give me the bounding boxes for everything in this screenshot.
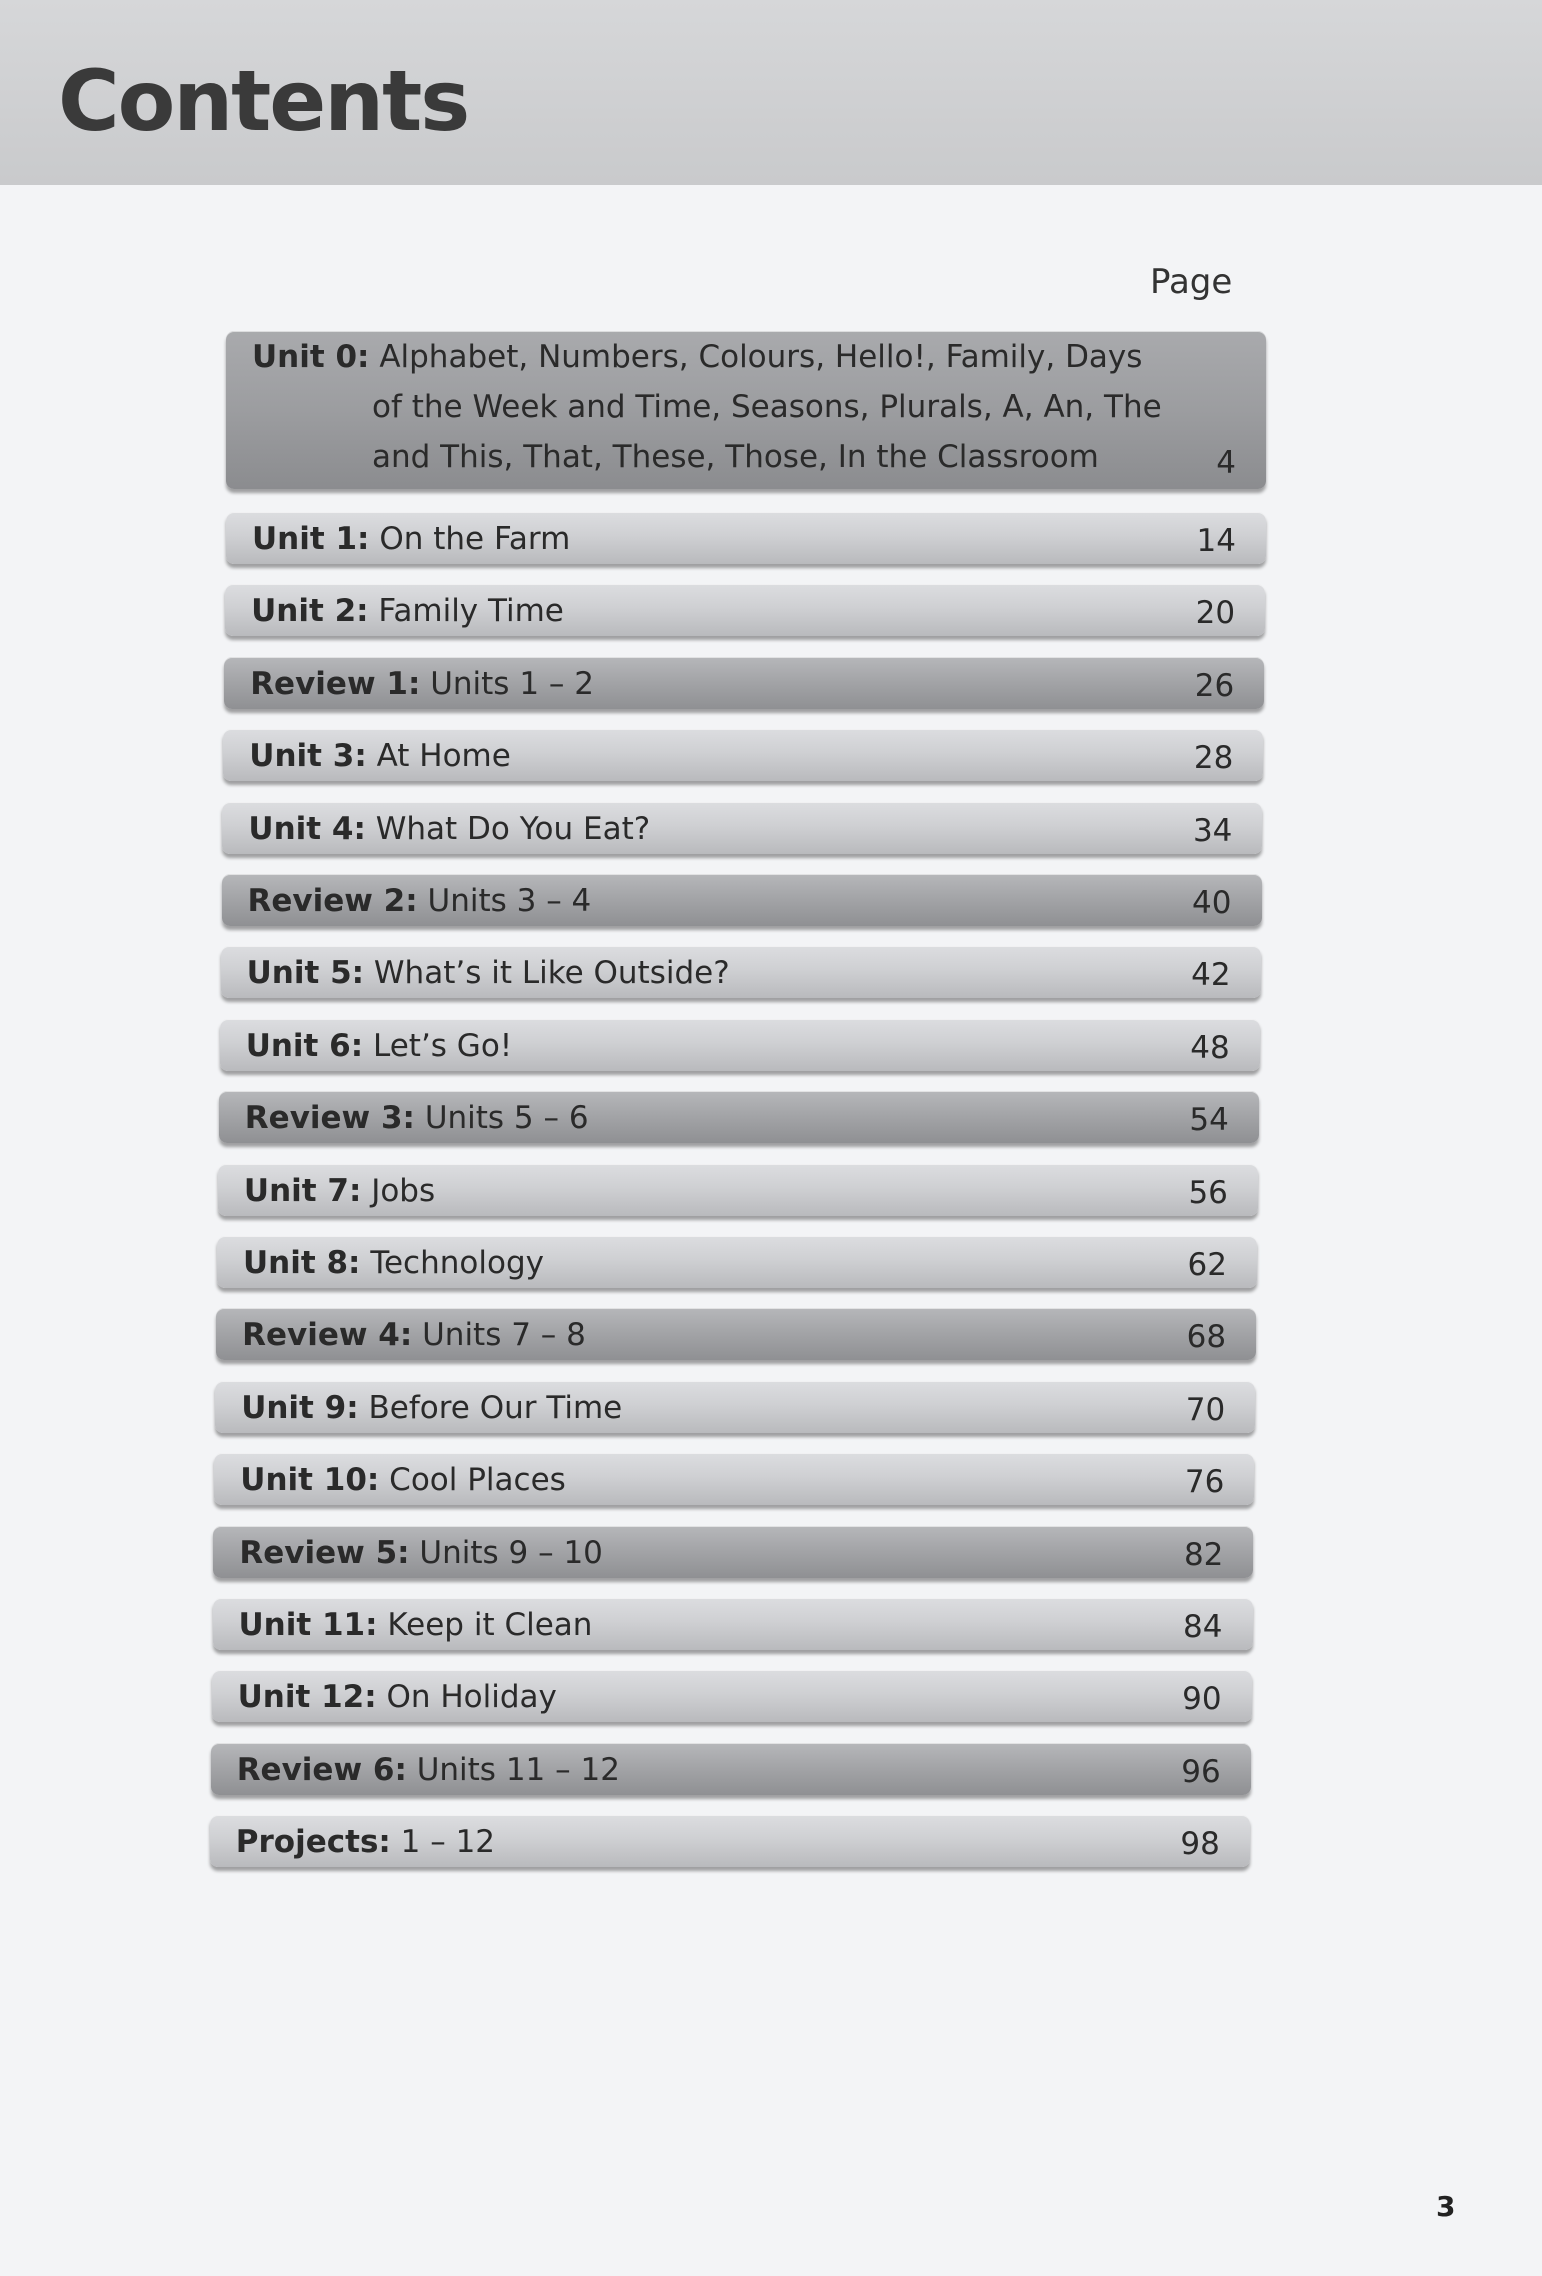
toc-entry-label [241,1390,622,1426]
toc-entry[interactable] [211,1743,1251,1795]
toc-entry-text: On the Farm [379,521,571,557]
toc-entry[interactable] [224,657,1264,709]
toc-entry[interactable] [220,1019,1260,1071]
toc-entry-page: 76 [1184,1464,1225,1501]
toc-entry-title: Review 4: [242,1317,413,1354]
toc-entry-label [249,738,511,774]
toc-entry-title: Unit 0: [252,339,370,375]
toc-entry-title: Unit 12: [237,1679,377,1716]
toc-entry[interactable] [217,1236,1257,1288]
page-number: 3 [1436,2190,1456,2223]
toc-entry[interactable] [222,802,1262,854]
toc-entry-text: Jobs [371,1172,436,1209]
toc-entry[interactable] [216,1308,1256,1360]
toc-entry-page: 62 [1187,1247,1227,1283]
toc-entry-label [240,1462,566,1498]
toc-entry-text: Before Our Time [368,1389,623,1426]
toc-entry-text: Keep it Clean [387,1607,593,1643]
toc-entry-label [239,1535,603,1571]
toc-entry-title: Unit 10: [240,1462,380,1499]
toc-entry[interactable] [213,1526,1253,1578]
toc-entry-title: Unit 4: [248,810,366,847]
toc-entry-page: 56 [1188,1174,1228,1211]
toc-entry-page: 98 [1180,1826,1220,1863]
toc-entry[interactable] [214,1453,1254,1505]
toc-entry-text: Units 11 – 12 [416,1751,620,1788]
toc-entry-page: 42 [1191,957,1231,994]
toc-entry-title: Review 1: [250,665,421,702]
toc-entry-text: Units 3 – 4 [427,883,592,919]
page-column-label: Page [1150,262,1233,302]
toc-entry-page: 54 [1189,1102,1229,1139]
toc-entry-title: Review 3: [244,1100,415,1137]
toc-entry-text: 1 – 12 [400,1824,496,1861]
toc-entry-page: 90 [1182,1681,1222,1718]
toc-entry-title: Unit 3: [249,738,367,775]
toc-entry-label [252,521,570,557]
toc-entry-text: On Holiday [386,1679,557,1716]
toc-entry[interactable] [221,946,1261,998]
toc-entry[interactable] [215,1381,1255,1433]
toc-entry-label [236,1824,495,1860]
toc-entry-title: Review 6: [236,1751,407,1788]
toc-entry-page: 84 [1183,1609,1223,1645]
toc-entry-page: 14 [1196,523,1236,559]
toc-entry-label [247,955,730,991]
toc-entry-label [250,666,594,702]
toc-entry-text: What Do You Eat? [375,810,651,847]
toc-entry-text: At Home [376,738,511,775]
toc-entry-page: 40 [1192,885,1232,921]
toc-entry-label [242,1317,586,1353]
toc-entry-text: Technology [370,1245,544,1281]
toc-entry-text: and This, That, These, Those, In the Classroom [372,439,1099,475]
toc-entry-text: Units 1 – 2 [430,665,594,702]
toc-entry-text: Units 7 – 8 [422,1317,586,1354]
page-title: Contents [58,52,469,150]
toc-entry-page: 20 [1195,595,1236,632]
toc-entry-title: Projects: [235,1824,391,1861]
toc-entry-label [239,1607,593,1643]
toc-entry-text: Let’s Go! [373,1027,513,1064]
toc-entry-title: Review 2: [247,883,418,919]
toc-entry-text: Cool Places [389,1462,566,1499]
toc-entry-label [246,1028,513,1064]
toc-entry-label [248,811,650,847]
toc-entry-page: 82 [1183,1536,1224,1573]
toc-entry-title: Unit 2: [251,593,369,630]
toc-entry[interactable] [225,584,1265,636]
toc-entry-title: Unit 5: [246,955,365,992]
toc-entry-page: 34 [1192,812,1233,849]
toc-entry-title: Unit 7: [243,1172,362,1209]
toc-entry-label [248,883,592,919]
toc-entry-text: What’s it Like Outside? [373,955,730,992]
toc-entry-label [238,1679,557,1715]
toc-entry-title: Review 5: [239,1534,410,1571]
toc-entry-title: Unit 8: [243,1245,361,1281]
toc-entry[interactable] [223,729,1263,781]
toc-entry[interactable] [226,512,1266,564]
toc-entry-page: 70 [1185,1391,1226,1428]
toc-entry-page: 96 [1181,1753,1221,1790]
toc-entry-page: 4 [1216,445,1236,481]
toc-entry[interactable] [210,1815,1250,1867]
toc-entry-text: of the Week and Time, Seasons, Plurals, A, An, The [372,389,1162,425]
toc-entry-label [237,1752,620,1788]
toc-entry-label [251,593,564,629]
toc-entry-title: Unit 11: [238,1607,378,1643]
toc-entry-text: Units 5 – 6 [424,1100,589,1137]
toc-entry[interactable] [222,874,1262,926]
toc-entry[interactable] [212,1670,1252,1722]
toc-entry-label [243,1245,544,1281]
toc-entry[interactable] [218,1164,1258,1216]
toc-entry-page: 28 [1193,740,1234,777]
toc-entry-page: 48 [1190,1029,1230,1066]
toc-entry-label [252,339,1142,375]
toc-entry-text: Family Time [378,593,564,630]
toc-entry-text: Units 9 – 10 [419,1534,603,1571]
toc-entry-text: Alphabet, Numbers, Colours, Hello!, Family, Days [379,339,1143,375]
toc-entry-label [244,1173,435,1209]
toc-entry-unit-0[interactable] [226,331,1266,489]
toc-entry-title: Unit 1: [252,521,370,557]
toc-entry-title: Unit 6: [245,1027,364,1064]
toc-entry-page: 26 [1194,667,1235,704]
toc-entry-title: Unit 9: [241,1389,359,1426]
toc-entry-label [245,1100,589,1136]
toc-entry-page: 68 [1186,1319,1227,1356]
toc-entry[interactable] [213,1598,1253,1650]
toc-entry[interactable] [219,1091,1259,1143]
